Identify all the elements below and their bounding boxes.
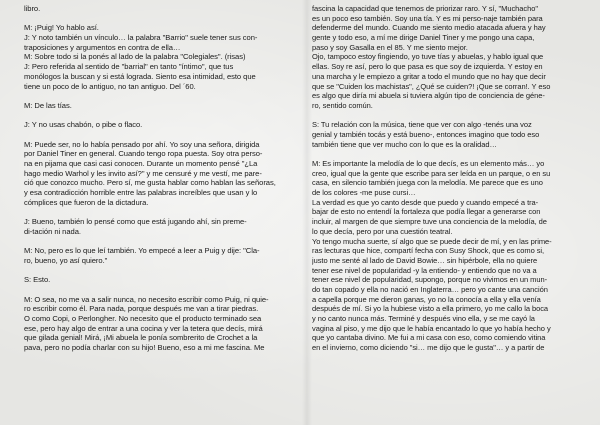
text-line: di-tación ni nada. — [24, 226, 81, 236]
text-line: y no canto nunca más. Terminé y después vino ella, y se me cayó la — [312, 314, 535, 323]
text-line: S: Tu relación con la música, tiene que ver con algo -tenés una voz — [312, 120, 532, 130]
text-line: M: Es importante la melodía de lo que decís, es un elemento más… yo — [312, 159, 545, 168]
paragraph — [24, 120, 304, 130]
text-line: J: Pero referida al sentido de "barrial" en tanto "íntimo", que tus — [24, 62, 234, 72]
paragraph — [24, 275, 304, 285]
text-line: traposiciones y argumentos en contra de ella… — [24, 42, 181, 52]
paragraph-gap — [24, 266, 304, 276]
text-line: ellas. Soy re así, pero lo que pasa es que soy de izquierda. Y estoy en — [312, 62, 543, 72]
text-line: creo, igual que la gente que escribe para ser leída en un parque, o en su — [312, 168, 551, 178]
text-line: que gilada genial! Mirá, ¡Mi abuela le ponía sombrerito de Crochet a la — [24, 333, 258, 343]
text-line: por Daniel Tiner en general. Cuando tengo ropa puesta. Soy otra perso- — [24, 149, 263, 159]
text-line: ro, bueno, yo así quiero." — [24, 255, 108, 265]
paragraph-gap — [24, 14, 304, 24]
text-line: que yo cantaba divino. Me fui a mi casa con eso, como comiendo vitina — [312, 333, 546, 343]
right-page — [312, 0, 591, 425]
text-line: justo me senté al lado de David Bowie… sin hipérbole, ella no quiere — [312, 255, 538, 265]
paragraph-gap — [312, 149, 591, 159]
text-line: monólogos la buscan y si está lograda. Siento esa intimidad, esto que — [24, 71, 256, 81]
paragraph — [24, 101, 304, 111]
text-line: una marcha y le empiezo a gritar a todo el mundo que no hay que decir — [312, 71, 546, 81]
paragraph — [312, 120, 591, 149]
text-line: Ojo, tampoco estoy fingiendo, yo tuve tías y abuelas, y hablo igual que — [312, 52, 544, 62]
paragraph-gap — [24, 130, 304, 140]
text-line: fascina la capacidad que tenemos de priorizar raro. Y sí, "Muchacho" — [312, 4, 538, 13]
paragraph-gap — [24, 91, 304, 101]
text-line: libro. — [24, 4, 41, 13]
text-line: M: Puede ser, no lo había pensado por ahí. Yo soy una señora, dirigida — [24, 139, 260, 149]
text-line: bajar de esto no entendí la fortaleza que podía llegar a generarse con — [312, 207, 541, 217]
text-line: La verdad es que yo canto desde que puedo y cuando empecé a tra- — [312, 197, 539, 207]
text-line: M: Sobre todo si la ponés al lado de la palabra "Colegiales". (risas) — [24, 52, 246, 62]
text-line: también tiene que ver mucho con lo que es la oralidad… — [312, 139, 497, 149]
paragraph — [24, 4, 304, 14]
text-line: ció que conozco mucho. Pero sí, me gusta hablar como hablan las señoras, — [24, 178, 276, 188]
paragraph — [24, 217, 304, 236]
text-line: genial y también tocás y está bueno-, entonces imagino que todo eso — [312, 129, 540, 139]
text-line: casa, en silencio también juega con la melodía. Me parece que es uno — [312, 178, 543, 188]
text-line: M: De las tías. — [24, 100, 72, 110]
left-page — [24, 0, 304, 425]
text-line: en el invierno, como diciendo "si… me dijo que le gusta"… y a partir de — [312, 343, 545, 353]
text-line: es un poco eso también. Soy una tía. Y es mi perso-naje también para — [312, 13, 543, 23]
text-line: tener ese nivel de popularidad -y la entiendo- y entiendo que no va a — [312, 265, 537, 275]
text-line: M: ¡Puig! Yo hablo así. — [24, 23, 99, 33]
text-line: después de mí. Si yo la hubiese visto a ella primero, yo me callo la boca — [312, 304, 549, 314]
paragraph — [24, 246, 304, 265]
text-line: tiene un poco de lo antiguo, no tan antiguo. Del ´60. — [24, 81, 196, 91]
text-line: pava, pero no podía charlar con su hijo! Bueno, eso a mi me fascina. Me — [24, 343, 265, 353]
paragraph — [312, 159, 591, 353]
text-line: tener ese nivel de popularidad, supongo, porque no vivimos en un mun- — [312, 275, 548, 285]
paragraph-gap — [24, 111, 304, 121]
text-line: M: No, pero es lo que leí también. Yo empecé a leer a Puig y dije: "Cla- — [24, 246, 260, 256]
paragraph — [24, 140, 304, 208]
text-line: gente y todo eso, a mí me dirige Daniel Tiner y me pongo una capa, — [312, 33, 535, 43]
paragraph — [24, 295, 304, 353]
text-line: defenderme del mundo. Cuando me siento medio atacada afuera y hay — [312, 23, 546, 33]
text-line: M: O sea, no me va a salir nunca, no necesito escribir como Puig, ni quie- — [24, 294, 269, 304]
text-line: que se "Cuiden los machistas", ¿Qué se cuiden?! ¡Que se corran!. Y eso — [312, 81, 551, 91]
paragraph-gap — [312, 111, 591, 121]
paragraph-gap — [24, 237, 304, 247]
paragraph-gap — [24, 207, 304, 217]
text-line: y esa contradicción horrible entre las palabras increíbles que usan y lo — [24, 188, 258, 198]
text-line: hago medio Warhol y les invito así?" y me censuré y me vestí, me pare- — [24, 168, 262, 178]
text-line: incluir, al margen de que siempre tuve una conciencia de la melodía, de — [312, 217, 547, 227]
text-line: ro, sentido común. — [312, 100, 373, 110]
text-line: J: Bueno, también lo pensé como que está jugando ahí, sin preme- — [24, 217, 247, 227]
text-line: ese, pero hay algo de entrar a una cocina y ver la tetera que decís, mirá — [24, 323, 263, 333]
text-line: vagina al piso, y me dijo que le había encantado lo que yo había hecho y — [312, 323, 551, 333]
paragraph-gap — [24, 285, 304, 295]
text-line: J: Y no usas chabón, o pibe o flaco. — [24, 120, 143, 130]
text-line: Yo tengo mucha suerte, sí algo que se puede decir de mí, y en las prime- — [312, 236, 552, 246]
text-line: es algo que diría mi abuela si tuviera algún tipo de conciencia de géne- — [312, 91, 545, 101]
text-line: de los colores -me puse cursi… — [312, 188, 416, 198]
paragraph — [312, 4, 591, 111]
text-line: na en pijama que casi casi conocen. Durante un momento pensé "¿La — [24, 159, 258, 168]
text-line: cómplices que fueron de la dictadura. — [24, 197, 149, 207]
text-line: lo que decía, pero por una cuestión teatral. — [312, 226, 453, 236]
text-line: S: Esto. — [24, 275, 51, 285]
text-line: a capella porque me dieron ganas, yo no la conocía a ella y ella venía — [312, 294, 541, 304]
text-line: paso y soy Gasalla en el 85. Y me siento mejor. — [312, 42, 468, 52]
text-line: ras lecturas que hice, compartí fecha con Susy Shock, que es como si, — [312, 246, 545, 256]
page-gutter — [302, 0, 312, 425]
text-line: ro escribir como él. Para nada, porque después me van a tirar piedras. — [24, 304, 259, 314]
text-line: O como Copi, o Perlongher. No necesito que el producto terminado sea — [24, 314, 262, 323]
text-line: J: Y noto también un vínculo… la palabra "Barrio" suele tener sus con- — [24, 33, 258, 43]
paragraph — [24, 23, 304, 91]
text-line: do tan copado y ella no nació en Inglaterra… pero yo cante una canción — [312, 284, 548, 294]
